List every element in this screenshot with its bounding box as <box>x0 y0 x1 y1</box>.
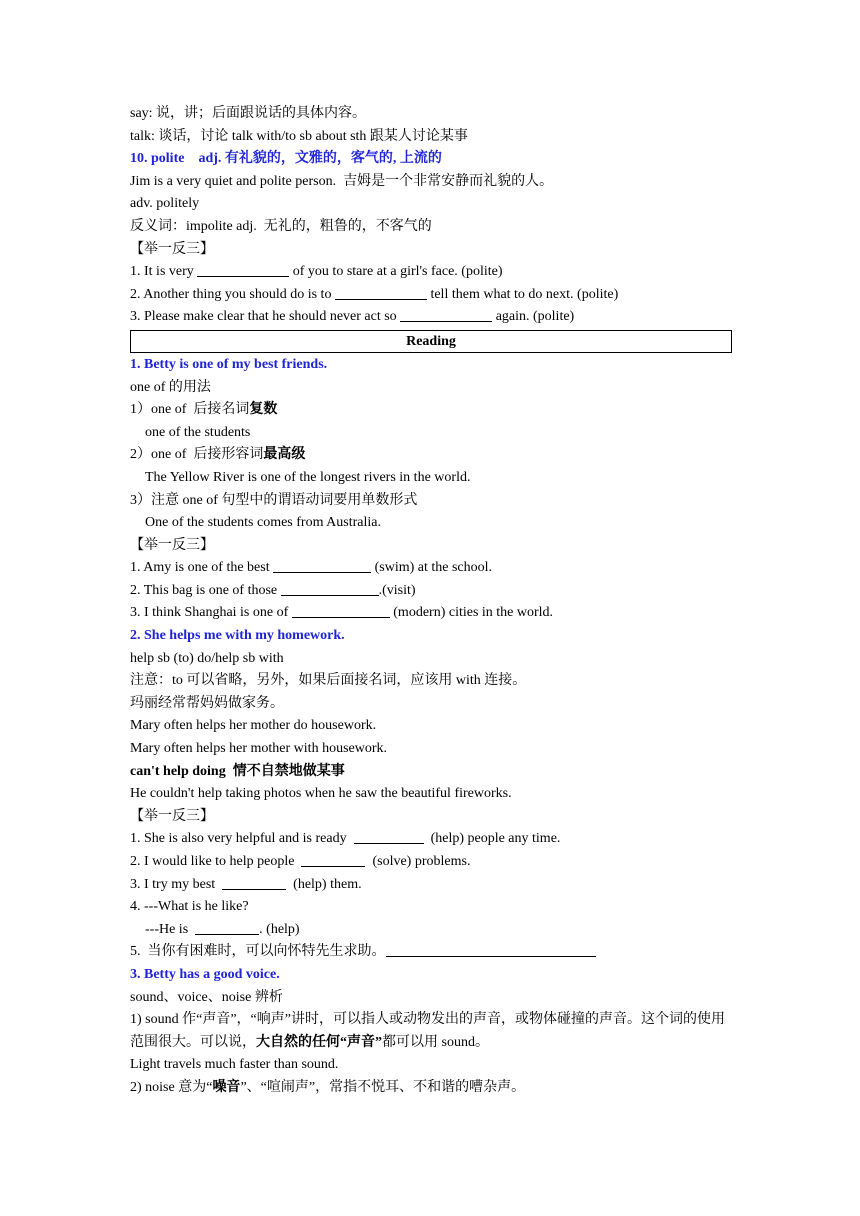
section-heading-polite: 10. polite adj. 有礼貌的，文雅的，客气的, 上流的 <box>130 151 442 167</box>
exercise-item <box>130 306 732 329</box>
paragraph <box>130 1009 732 1054</box>
exercise-text: again. (polite) <box>492 309 575 325</box>
exercise-text: ---He is <box>145 921 196 937</box>
rule-text: 1）one of 后接名词 <box>130 402 250 418</box>
exercise-text: 1. She is also very helpful and is ready <box>130 831 354 847</box>
answer-blank[interactable] <box>301 852 365 867</box>
text-line: talk: 谈话，讨论 talk with/to sb about sth 跟某人讨论某事 <box>130 128 468 144</box>
example-phrase: one of the students <box>145 424 251 440</box>
example-sentence: One of the students comes from Australia. <box>145 515 382 531</box>
text-line: 玛丽经常帮妈妈做家务。 <box>130 695 284 711</box>
practice-heading: 【举一反三】 <box>130 241 214 257</box>
exercise-item: 4. ---What is he like? <box>130 899 249 915</box>
exercise-text: (help) people any time. <box>423 831 561 847</box>
exercise-item <box>130 919 732 942</box>
exercise-text: 2. This bag is one of those <box>130 582 281 598</box>
example-sentence: Jim is a very quiet and polite person. 吉姆是一个非常安静而礼貌的人。 <box>130 173 554 189</box>
answer-blank[interactable] <box>400 307 492 322</box>
answer-blank[interactable] <box>273 558 371 573</box>
rule-item: 3）注意 one of 句型中的谓语动词要用单数形式 <box>130 492 418 508</box>
exercise-text: . (help) <box>259 921 300 937</box>
exercise-item <box>130 941 732 964</box>
answer-blank[interactable] <box>281 581 379 596</box>
paragraph-text: 1) sound 作“声音”，“响声”讲时，可以指人或动物发出的声音，或物体碰撞的声音。这个词的使用范围很大。可以说， <box>130 1012 725 1050</box>
rule-emphasis: 最高级 <box>263 447 306 463</box>
exercise-text: 1. Amy is one of the best <box>130 560 274 576</box>
text-line: adv. politely <box>130 196 200 212</box>
exercise-text: (swim) at the school. <box>371 560 493 576</box>
section-heading-help: 2. She helps me with my homework. <box>130 628 345 644</box>
phrase-heading: can't help doing 情不自禁地做某事 <box>130 763 345 779</box>
exercise-text: of you to stare at a girl's face. (polite) <box>289 264 503 280</box>
text-line: 反义词：impolite adj. 无礼的，粗鲁的，不客气的 <box>130 218 432 234</box>
answer-blank[interactable] <box>197 262 289 277</box>
exercise-text: 3. I try my best <box>130 876 223 892</box>
example-sentence: The Yellow River is one of the longest rivers in the world. <box>145 469 471 485</box>
answer-blank[interactable] <box>195 920 259 935</box>
exercise-text: .(visit) <box>378 582 416 598</box>
exercise-item <box>130 828 732 851</box>
answer-blank[interactable] <box>386 942 596 957</box>
exercise-item <box>130 557 732 580</box>
exercise-item <box>130 261 732 284</box>
exercise-text: (modern) cities in the world. <box>389 605 554 621</box>
exercise-text: 3. Please make clear that he should never act so <box>130 309 401 325</box>
exercise-item <box>130 874 732 897</box>
exercise-text: (solve) problems. <box>365 854 471 869</box>
text-line: one of 的用法 <box>130 379 211 395</box>
rule-text: 2）one of 后接形容词 <box>130 447 264 463</box>
paragraph-text: 都可以用 sound。 <box>382 1034 489 1050</box>
reading-section-header: Reading <box>130 330 732 353</box>
document-content <box>130 103 732 1100</box>
rule-emphasis: 复数 <box>249 402 278 418</box>
practice-heading: 【举一反三】 <box>130 808 214 824</box>
text-line: say: 说，讲；后面跟说话的具体内容。 <box>130 106 367 121</box>
paragraph-emphasis: 噪音 <box>212 1079 241 1095</box>
exercise-text: 2. Another thing you should do is to <box>130 286 335 302</box>
example-sentence: Mary often helps her mother do housework. <box>130 718 377 734</box>
text-line: 注意：to 可以省略，另外，如果后面接名词，应该用 with 连接。 <box>130 673 527 689</box>
answer-blank[interactable] <box>335 285 427 300</box>
paragraph-text: ”、“喧闹声”，常指不悦耳、不和谐的嘈杂声。 <box>240 1079 526 1095</box>
text-line: help sb (to) do/help sb with <box>130 650 284 666</box>
exercise-text: 3. I think Shanghai is one of <box>130 605 292 621</box>
exercise-item <box>130 580 732 603</box>
paragraph-text: 2) noise 意为“ <box>130 1079 213 1095</box>
exercise-text: 2. I would like to help people <box>130 854 302 869</box>
answer-blank[interactable] <box>354 829 424 844</box>
exercise-item <box>130 851 732 874</box>
section-heading-one-of: 1. Betty is one of my best friends. <box>130 356 328 372</box>
answer-blank[interactable] <box>222 875 286 890</box>
section-heading-voice: 3. Betty has a good voice. <box>130 966 280 982</box>
exercise-text: 5. 当你有困难时，可以向怀特先生求助。 <box>130 944 386 960</box>
example-sentence: Light travels much faster than sound. <box>130 1057 339 1073</box>
text-line <box>130 1077 732 1100</box>
rule-item <box>130 444 732 467</box>
exercise-item <box>130 602 732 625</box>
exercise-text: (help) them. <box>286 876 362 892</box>
exercise-item <box>130 284 732 307</box>
answer-blank[interactable] <box>292 603 390 618</box>
exercise-text: 1. It is very <box>130 264 198 280</box>
rule-item <box>130 399 732 422</box>
example-sentence: Mary often helps her mother with housework. <box>130 741 387 757</box>
text-line: sound、voice、noise 辨析 <box>130 989 283 1005</box>
example-sentence: He couldn't help taking photos when he saw the beautiful fireworks. <box>130 786 512 802</box>
paragraph-emphasis: 大自然的任何“声音” <box>256 1034 382 1050</box>
practice-heading: 【举一反三】 <box>130 537 214 553</box>
exercise-text: tell them what to do next. (polite) <box>426 286 619 302</box>
